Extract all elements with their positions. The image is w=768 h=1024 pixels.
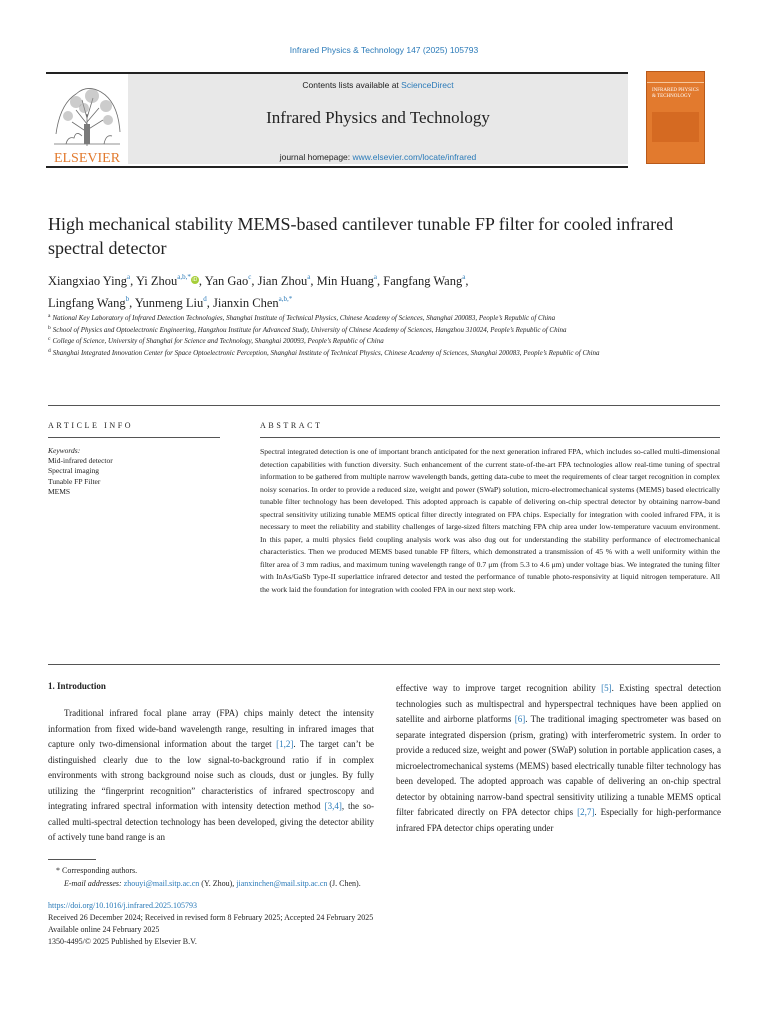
author-affiliation-marker[interactable]: d [203,295,207,303]
email-owner-chen: (J. Chen). [327,879,361,888]
journal-title: Infrared Physics and Technology [266,108,490,127]
author-affiliation-marker[interactable]: a,b,* [278,295,293,303]
abstract-divider [260,437,720,438]
affiliation-key: b [48,324,51,331]
homepage-line [128,152,628,162]
author-separator: , [206,296,214,310]
journal-reference[interactable]: Infrared Physics & Technology 147 (2025) 105793 [289,45,479,55]
affiliation-key: a [48,313,51,319]
corresponding-authors-note: * Corresponding authors. [56,866,138,875]
keyword-item: Mid-infrared detector [48,456,113,466]
body-text: effective way to improve target recognition ability [396,683,602,693]
body-text: . Especially for high-performance infrared FPA detector chips operating under [396,807,722,833]
orcid-icon[interactable]: iD [192,277,198,283]
author-name[interactable]: Fangfang Wang [383,274,463,288]
author-name[interactable]: Jianxin Chen [213,296,279,310]
email-link-zhou[interactable]: zhouyi@mail.sitp.ac.cn [123,879,200,888]
paper-title: High mechanical stability MEMS-based cantilever tunable FP filter for cooled infrared spectral detector [48,214,674,258]
author-affiliation-marker[interactable]: c [248,273,252,281]
article-info-divider [48,437,220,438]
affiliation-text: National Key Laboratory of Infrared Detection Technologies, Shanghai Institute of Technical Physics, Chinese Academy of Sciences, Shanghai 200083, People’s Republic of China [52,314,556,322]
author-affiliation-marker[interactable]: a [127,273,131,281]
received-dates: Received 26 December 2024; Received in revised form 8 February 2025; Accepted 24 February 2025 [48,913,374,922]
affiliation-list [48,312,608,358]
doi-link[interactable]: https://doi.org/10.1016/j.infrared.2025.105793 [48,901,197,910]
keyword-item: Tunable FP Filter [48,476,101,486]
author-name[interactable]: Min Huang [316,274,374,288]
author-name[interactable]: Yan Gao [204,274,249,288]
elsevier-logo-icon[interactable] [46,74,128,164]
author-separator: , [465,274,469,288]
affiliation-item [48,347,608,359]
copyright-line: 1350-4495/© 2025 Published by Elsevier B.V. [48,937,197,946]
article-info-heading: ARTICLE INFO [48,421,134,430]
author-affiliation-marker[interactable]: a [373,273,377,281]
affiliation-key: c [48,336,51,342]
citation-link[interactable]: [1,2] [276,739,294,749]
divider-top [48,405,720,406]
author-affiliation-marker[interactable]: a [462,273,466,281]
contents-line [128,80,628,90]
keywords-block [48,446,228,497]
body-column-right [396,681,721,836]
body-text: . The target can’t be distinguished clearly due to the low signal-to-background ratio if in complex environments with strong background noise such as clouds, dust or jungles. By fully utilizing the “fingerprint recognition” characteristics of infrared spectroscopy and integrating infrared spectral information with intensity detection method [48,739,374,811]
contents-prefix: Contents lists available at [302,80,402,90]
author-name[interactable]: Yi Zhou [135,274,178,288]
affiliation-text: School of Physics and Optoelectronic Engineering, Hangzhou Institute for Advanced Study, University of Chinese Academy of Sciences, Hangzhou 310024, People’s Republic of China [52,325,567,334]
cover-band [647,82,704,83]
affiliation-text: College of Science, University of Shanghai for Science and Technology, Shanghai 200093, People’s Republic of China [52,337,384,345]
author-name[interactable]: Yunmeng Liu [134,296,204,310]
affiliation-item [48,335,608,347]
sciencedirect-link[interactable]: ScienceDirect [401,80,454,90]
citation-link[interactable]: [3,4] [324,801,342,811]
keyword-item: Spectral imaging [48,466,100,476]
author-list [48,268,698,312]
journal-cover-thumbnail[interactable] [646,71,705,164]
citation-link[interactable]: [2,7] [577,807,595,817]
author-separator: , [377,274,384,288]
author-affiliation-marker[interactable]: a,b,* [177,273,191,281]
affiliation-key: d [48,347,51,354]
cover-block [652,112,699,142]
body-text: . Existing spectral detection technologies such as multispectral and hyperspectral techniques have been applied on satellite and airborne platforms [396,683,721,724]
abstract-heading: ABSTRACT [260,421,323,430]
keyword-item: MEMS [48,486,71,496]
affiliation-text: Shanghai Integrated Innovation Center for Space Optoelectronic Perception, Shanghai Institute of Technical Physics, Chinese Academy of Sciences, Shanghai 200083, People’s Republic of China [52,348,600,357]
body-text: Traditional infrared focal plane array (FPA) chips mainly detect the intensity information from fixed wide-band wavelength range, resulting in infrared images that capture only two-dimensional information about the target [48,708,374,749]
keywords-label: Keywords: [48,446,81,455]
citation-link[interactable]: [5] [601,683,612,693]
author-separator: , [130,274,136,288]
author-name[interactable]: Xiangxiao Ying [48,274,128,288]
citation-link[interactable]: [6] [514,714,526,724]
body-text: . The traditional imaging spectrometer was based on separate integrated dispersion (prism, grating) with interferometric system. In order to provide a reduced size, weight and power (SWaP) solution in portable application cases, a microelectromechanical systems (MEMS) based electrically tunable filter technology has been developed. The adopted approach was capable of delivering an on-chip spectral detector by obtaining narrow-band spectral sensitivity utilizing a tunable MEMS optical filter fabricated directly on FPA detector chips [396,714,721,817]
section-heading-introduction: 1. Introduction [48,681,106,691]
homepage-prefix: journal homepage: [279,152,353,162]
abstract-text: Spectral integrated detection is one of important branch anticipated for the next generation infrared FPA, which includes so-called multi-dimensional detection capabilities with function diversity. Such enhancement of the current state-of-the-art FPA technologies allow real-time tuning of spectral information to be gathered from multiple narrow wavelength bands, getting data-cube to meet the requirements of clear target recognition in complex noisy scenarios. In order to provide a reduced size, weight and power (SWaP) solution, micro-electromechanical systems (MEMS) based electrically tunable filter technology has been developed. This adopted approach is capable of delivering on-chip spectral detector by obtaining narrow-band spectral sensitivity utilizing tunable MEMS optical filter directly integrated on FPA chips. Especially for integration with cooled infrared FPA, it is necessary to meet the reliability and stability challenges of large-sized filters matching FPA chip area under low-temperature vacuum environment. In this paper, a multi physics field coupling analysis work was also dug out for understanding the stability performance of electromechanical characteristics. Then we produced MEMS based tunable FP filters, which demonstrated a transmission of 45 % with a well uniformity within the filter area of 3 mm radius, and maximum tuning wavelength range of 0.7 μm (from 5.3 to 4.6 μm) under voltage bias. We integrated the tuning filter with InAs/GaSb Type-II superlattice infrared detector and tested the performance of tunable photo-responsivity at liquid nitrogen temperature. All the work laid the foundation for integration with cooled FPA in our next step work. [260,447,720,594]
email-addresses [64,879,361,888]
email-owner-zhou: (Y. Zhou), [199,879,237,888]
cover-title: INFRARED PHYSICS & TECHNOLOGY [652,88,699,99]
author-name[interactable]: Lingfang Wang [48,296,126,310]
body-column-left [48,706,374,846]
homepage-link[interactable]: www.elsevier.com/locate/infrared [352,152,477,162]
svg-text:ELSEVIER: ELSEVIER [53,151,121,164]
author-separator: , [129,296,135,310]
author-separator: , [310,274,317,288]
affiliation-item [48,324,608,336]
author-affiliation-marker[interactable]: a [307,273,311,281]
email-link-chen[interactable]: jianxinchen@mail.sitp.ac.cn [236,879,328,888]
footnote-divider [48,859,96,860]
author-separator: , [198,274,205,288]
author-separator: , [251,274,258,288]
available-online: Available online 24 February 2025 [48,925,160,934]
body-text: , the so-called multi-spectral detection technology has been developed, giving the detector ability of actively tune band range is an [48,801,374,842]
author-name[interactable]: Jian Zhou [257,274,308,288]
email-label: E-mail addresses: [64,879,122,888]
affiliation-item [48,312,608,324]
divider-bottom [48,664,720,665]
author-affiliation-marker[interactable]: b [125,295,130,303]
